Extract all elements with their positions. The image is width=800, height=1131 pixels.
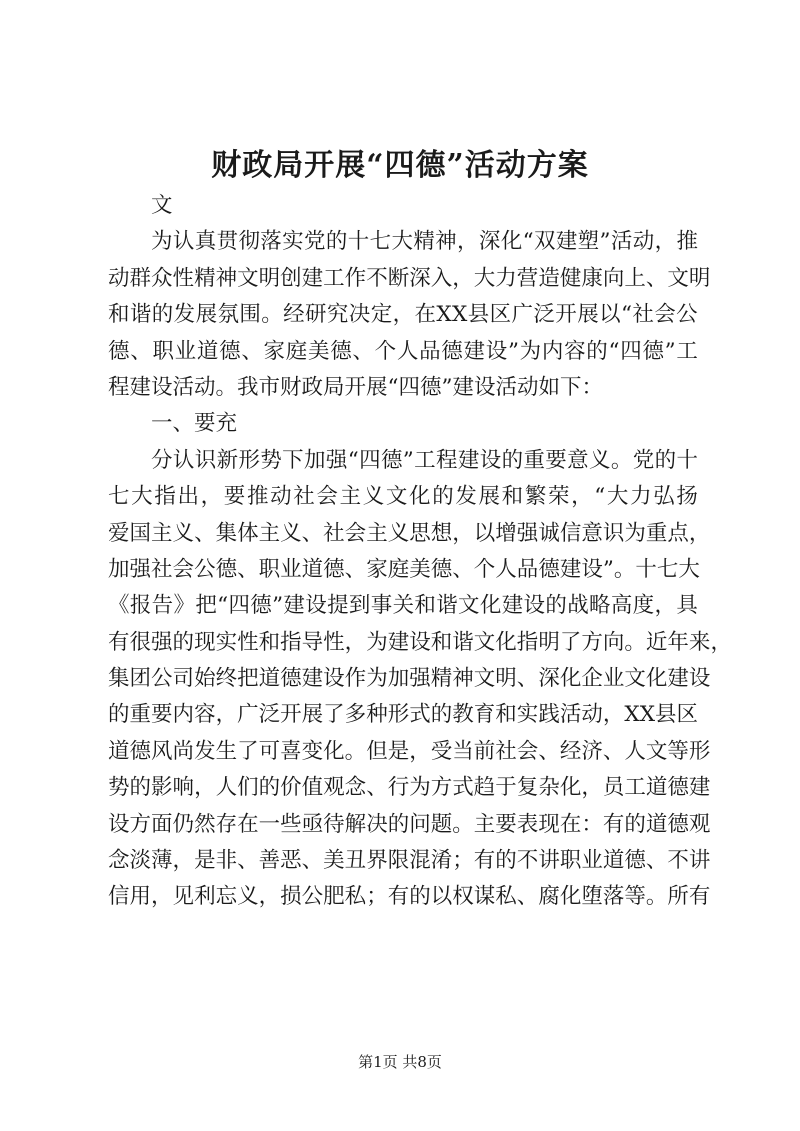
body-line: 的 重 要 内 容 ， 广 泛 开 展 了 多 种 形 式 的 教 育 和 实 践 活 动 ， X X 县 区 [108, 702, 699, 728]
body-line: 势 的 影 响 ， 人 们 的 价 值 观 念 、 行 为 方 式 趋 于 复 杂 化 ， 员 工 道 德 建 [108, 775, 711, 801]
body-line: 集 团 公 司 始 终 把 道 德 建 设 作 为 加 强 精 神 文 明 、 深 化 企 业 文 化 建 设 [108, 666, 711, 692]
body-line: 信 用 ， 见 利 忘 义 ， 损 公 肥 私 ； 有 的 以 权 谋 私 、 腐 化 堕 落 等 。 所 有 [108, 884, 711, 910]
body-line: 道 德 风 尚 发 生 了 可 喜 变 化 。 但 是 ， 受 当 前 社 会 、 经 济 、 人 文 等 形 [108, 738, 711, 764]
page-number-footer: 第1页 共8页 [358, 1053, 442, 1071]
body-line: 加 强 社 会 公 德 、 职 业 道 德 、 家 庭 美 德 、 个 人 品 德 建 设 ” 。 十 七 大 [108, 556, 700, 582]
body-line: 为 认 真 贯 彻 落 实 党 的 十 七 大 精 神 ， 深 化 “ 双 建 塑 ” 活 动 ， 推 [151, 229, 698, 255]
body-line: 有 很 强 的 现 实 性 和 指 导 性 ， 为 建 设 和 谐 文 化 指 明 了 方 向 。 近 年 来 ， [108, 629, 732, 655]
body-line: 念 淡 薄 ， 是 非 、 善 恶 、 美 丑 界 限 混 淆 ； 有 的 不 讲 职 业 道 德 、 不 讲 [108, 848, 711, 874]
body-line: 一、要充 [151, 411, 238, 437]
body-line: 七 大 指 出 ， 要 推 动 社 会 主 义 文 化 的 发 展 和 繁 荣 ， “ 大 力 弘 扬 [108, 484, 698, 510]
body-line: 德 、 职 业 道 德 、 家 庭 美 德 、 个 人 品 德 建 设 ” 为 内 容 的 “ 四 德 ” 工 [108, 338, 698, 364]
body-line: 分 认 识 新 形 势 下 加 强 “ 四 德 ” 工 程 建 设 的 重 要 意 义 。 党 的 十 [151, 447, 698, 473]
body-line: 动 群 众 性 精 神 文 明 创 建 工 作 不 断 深 入 ， 大 力 营 造 健 康 向 上 、 文 明 [108, 265, 711, 291]
body-line: 《 报 告 》 把 “ 四 德 ” 建 设 提 到 事 关 和 谐 文 化 建 设 的 战 略 高 度 ， 具 [108, 593, 698, 619]
body-line: 程建设活动。我市财政局开展“四德”建设活动如下： [108, 374, 603, 400]
body-line: 文 [151, 193, 173, 218]
document-title: 财政局开展“四德”活动方案 [211, 148, 589, 183]
document-body [108, 188, 732, 916]
body-line: 和 谐 的 发 展 氛 围 。 经 研 究 决 定 ， 在 X X 县 区 广 泛 开 展 以 “ 社 会 公 [108, 302, 698, 328]
body-line: 设 方 面 仍 然 存 在 一 些 亟 待 解 决 的 问 题 。 主 要 表 现 在 ： 有 的 道 德 观 [108, 811, 711, 837]
body-line: 爱 国 主 义 、 集 体 主 义 、 社 会 主 义 思 想 ， 以 增 强 诚 信 意 识 为 重 点 ， [108, 520, 711, 546]
